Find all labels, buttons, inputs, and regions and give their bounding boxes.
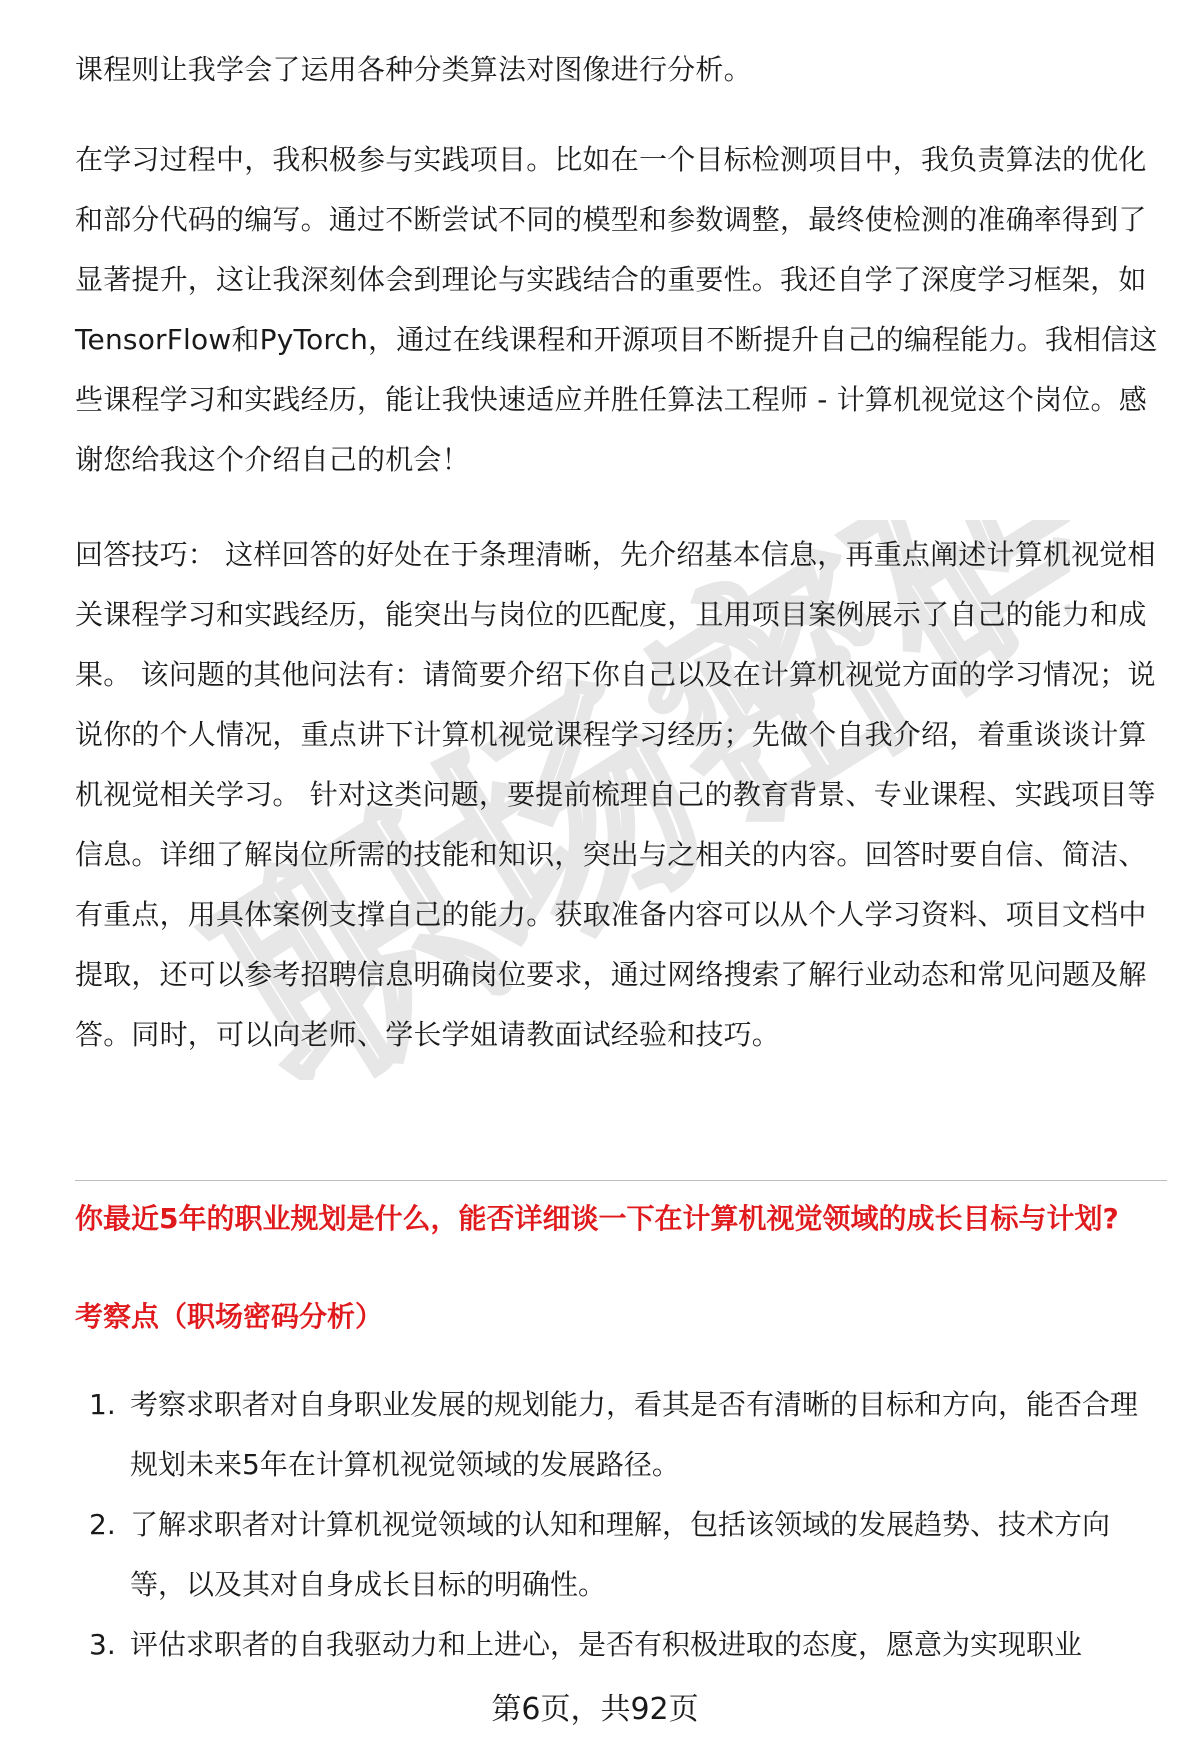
list-item-number: 3. [89,1628,116,1661]
list-item-text: 考察求职者对自身职业发展的规划能力，看其是否有清晰的目标和方向，能否合理规划未来5年在计算机视觉领域的发展路径。 [130,1388,1139,1481]
question-heading: 你最近5年的职业规划是什么，能否详细谈一下在计算机视觉领域的成长目标与计划? [75,1202,1119,1235]
list-item [75,1615,1165,1675]
paragraph-answer-tips: 回答技巧： 这样回答的好处在于条理清晰，先介绍基本信息，再重点阐述计算机视觉相关课程学习和实践经历，能突出与岗位的匹配度，且用项目案例展示了自己的能力和成果。 该问题的其他问法有：请简要介绍下你自己以及在计算机视觉方面的学习情况；说说你的个人情况，重点讲下计算机视觉课程学习经历；先做个自我介绍，着重谈谈计算机视觉相关学习。 针对这类问题，要提前梳理自己的教育背景、专业课程、实践项目等信息。详细了解岗位所需的技能和知识，突出与之相关的内容。回答时要自信、简洁、有重点，用具体案例支撑自己的能力。获取准备内容可以从个人学习资料、项目文档中提取，还可以参考招聘信息明确岗位要求，通过网络搜索了解行业动态和常见问题及解答。同时，可以向老师、学长学姐请教面试经验和技巧。 [75,538,1156,1051]
list-item [75,1495,1165,1615]
paragraph-practice: 在学习过程中，我积极参与实践项目。比如在一个目标检测项目中，我负责算法的优化和部分代码的编写。通过不断尝试不同的模型和参数调整，最终使检测的准确率得到了显著提升，这让我深刻体会到理论与实践结合的重要性。我还自学了深度学习框架，如TensorFlow和PyTorch，通过在线课程和开源项目不断提升自己的编程能力。我相信这些课程学习和实践经历，能让我快速适应并胜任算法工程师 - 计算机视觉这个岗位。感谢您给我这个介绍自己的机会！ [75,143,1158,476]
list-item-number: 2. [89,1508,116,1541]
list-item-text: 了解求职者对计算机视觉领域的认知和理解，包括该领域的发展趋势、技术方向等，以及其对自身成长目标的明确性。 [130,1508,1111,1601]
list-item-number: 1. [89,1388,116,1421]
page-footer: 第6页，共92页 [491,1692,699,1727]
section-title: 考察点（职场密码分析） [75,1300,384,1333]
section-divider [75,1180,1167,1181]
watermark-text: 职场密码 [174,520,1070,1080]
assessment-list [75,1375,1165,1675]
list-item [75,1375,1165,1495]
list-item-text: 评估求职者的自我驱动力和上进心，是否有积极进取的态度，愿意为实现职业 [130,1628,1083,1661]
paragraph-intro-tail: 课程则让我学会了运用各种分类算法对图像进行分析。 [75,53,752,86]
